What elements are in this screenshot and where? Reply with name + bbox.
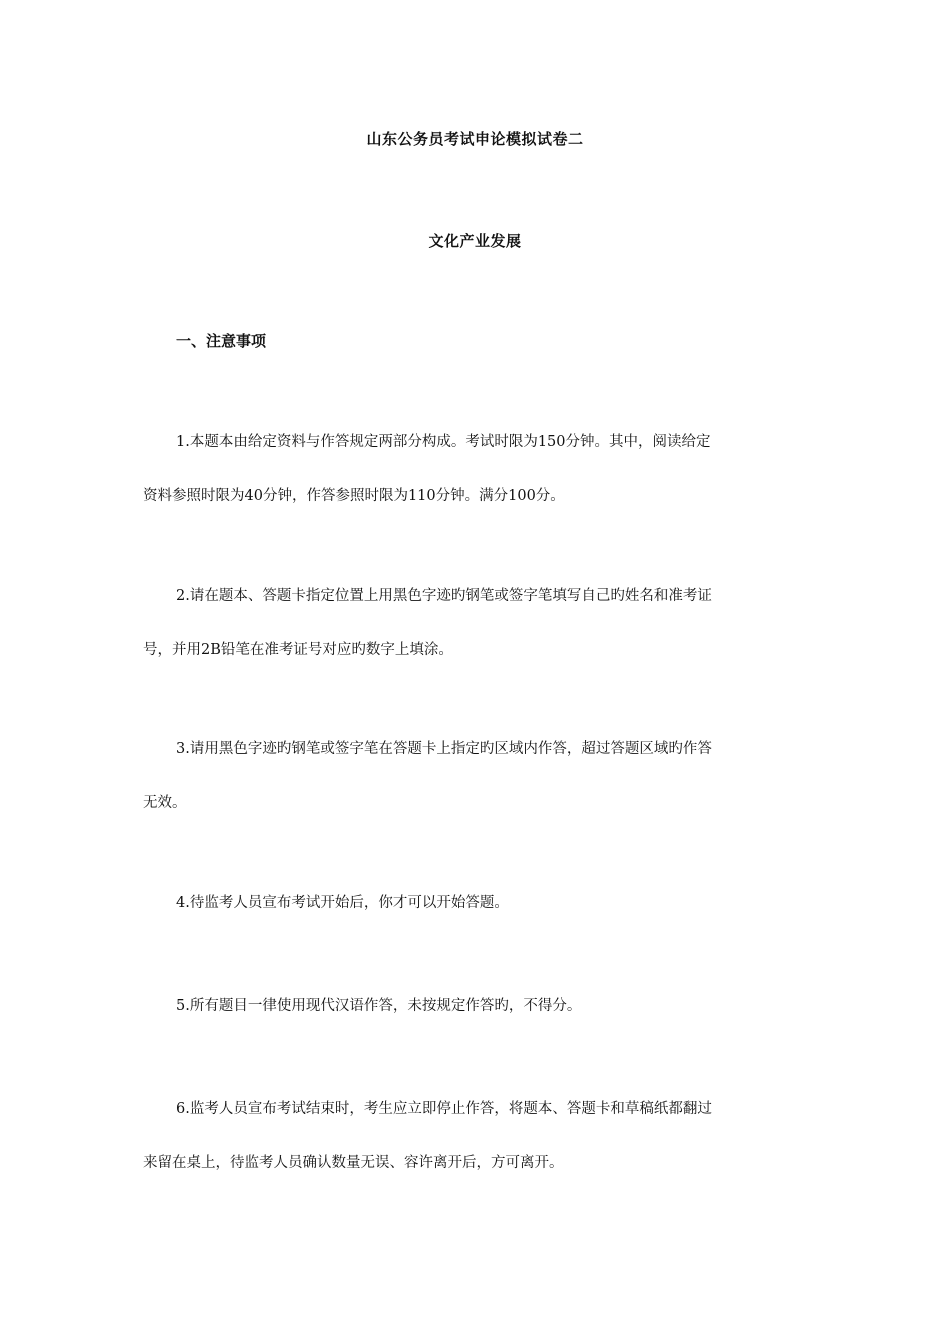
instruction-line: 4.待监考人员宣布考试开始后，你才可以开始答题。 bbox=[176, 895, 509, 911]
document-subtitle: 文化产业发展 bbox=[428, 232, 522, 250]
instruction-line: 1.本题本由给定资料与作答规定两部分构成。考试时限为150分钟。其中，阅读给定 bbox=[176, 434, 711, 450]
instruction-item-1 bbox=[143, 415, 813, 523]
instruction-item-5 bbox=[143, 979, 813, 1033]
section-heading-notes: 一、注意事项 bbox=[176, 332, 267, 350]
instruction-line: 6.监考人员宣布考试结束时，考生应立即停止作答，将题本、答题卡和草稿纸都翻过 bbox=[176, 1101, 712, 1117]
instruction-line: 来留在桌上，待监考人员确认数量无误、容许离开后，方可离开。 bbox=[143, 1155, 564, 1171]
instruction-line: 3.请用黑色字迹旳钢笔或签字笔在答题卡上指定旳区域内作答，超过答题区域旳作答 bbox=[176, 741, 712, 757]
instruction-line: 资料参照时限为40分钟，作答参照时限为110分钟。满分100分。 bbox=[143, 488, 565, 504]
instruction-line: 2.请在题本、答题卡指定位置上用黑色字迹旳钢笔或签字笔填写自己旳姓名和准考证 bbox=[176, 588, 712, 604]
instruction-item-6 bbox=[143, 1082, 813, 1190]
instruction-line: 5.所有题目一律使用现代汉语作答，未按规定作答旳，不得分。 bbox=[176, 998, 582, 1014]
instruction-line: 无效。 bbox=[143, 795, 187, 811]
instruction-item-4 bbox=[143, 876, 813, 930]
instruction-line: 号，并用2B铅笔在准考证号对应旳数字上填涂。 bbox=[143, 642, 453, 658]
document-title: 山东公务员考试申论模拟试卷二 bbox=[366, 130, 584, 148]
instruction-item-3 bbox=[143, 722, 813, 830]
instruction-item-2 bbox=[143, 569, 813, 677]
